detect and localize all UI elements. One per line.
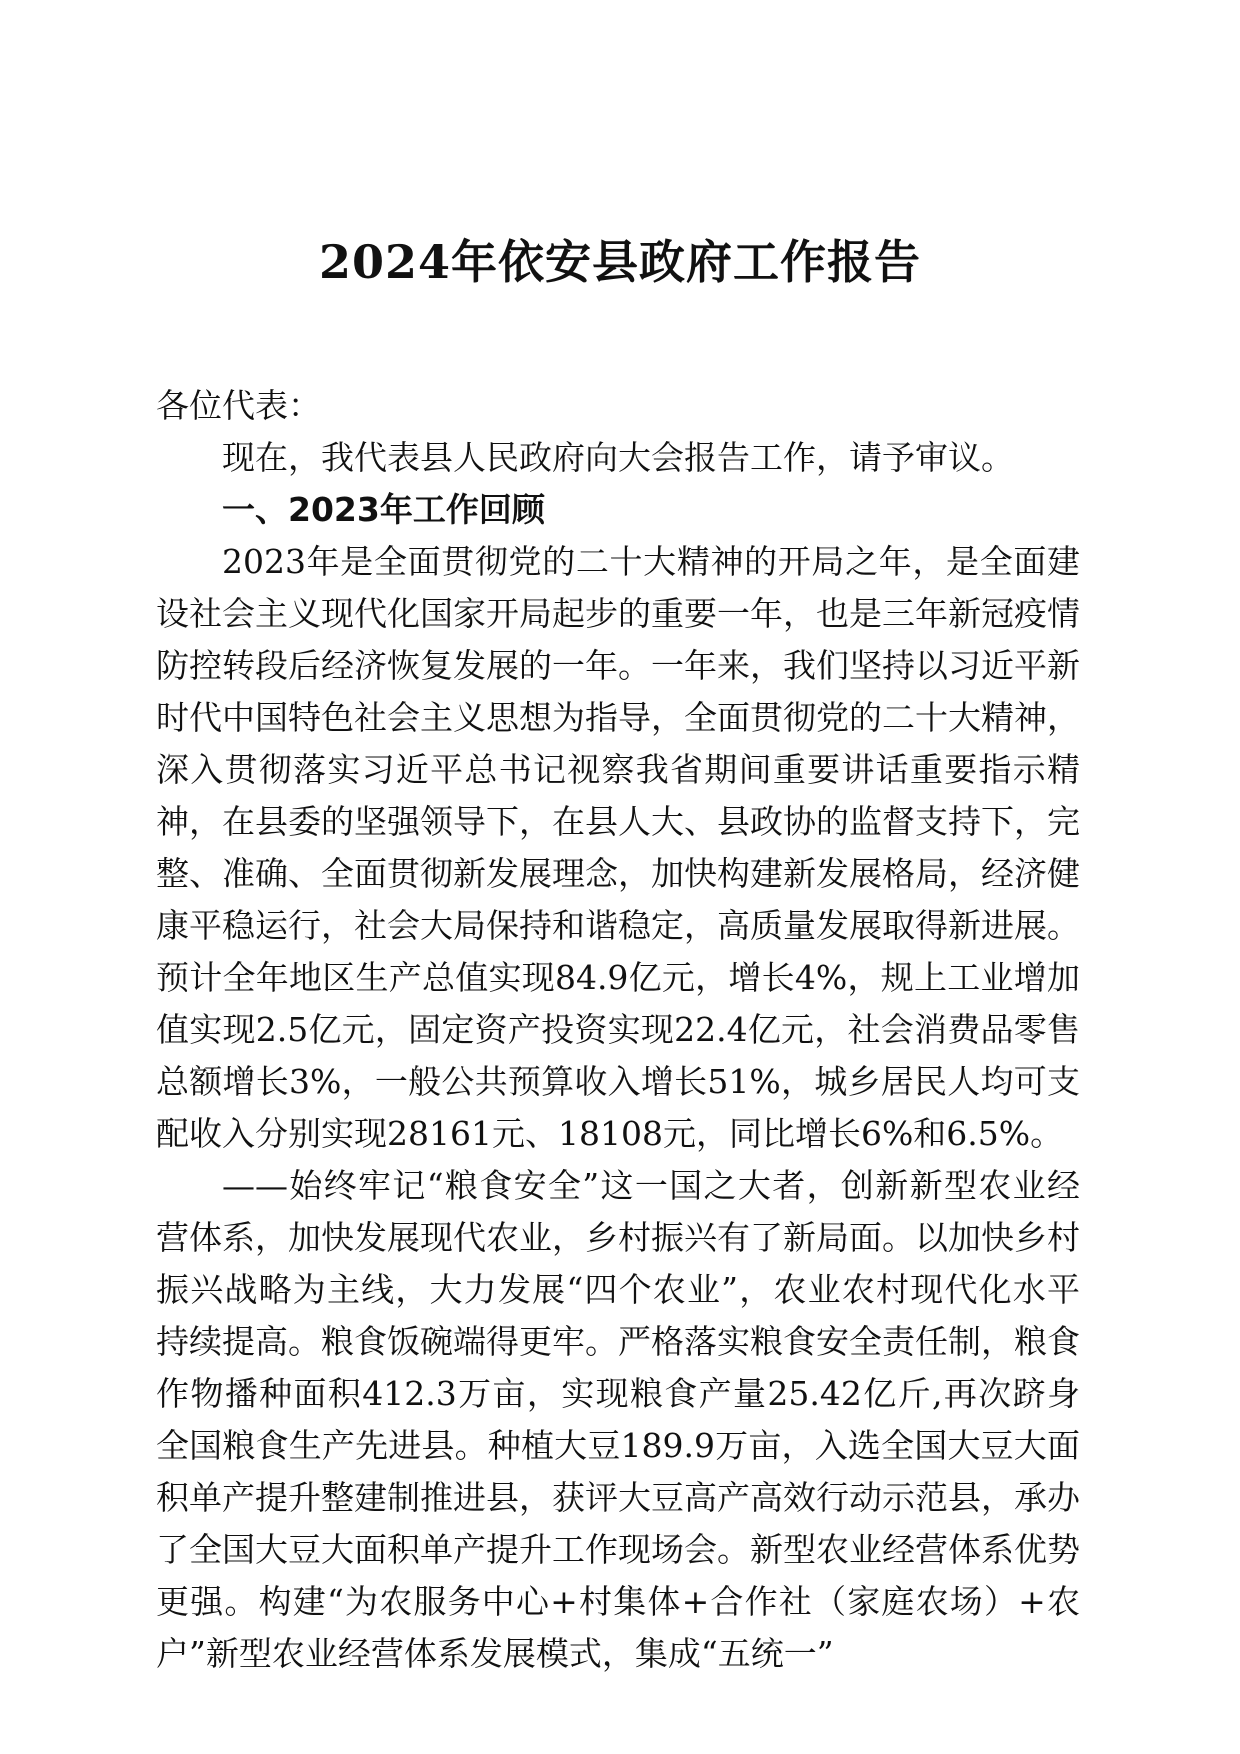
document-title: 2024年依安县政府工作报告: [318, 235, 922, 289]
intro-paragraph: 现在，我代表县人民政府向大会报告工作，请予审议。: [222, 438, 1014, 477]
body-paragraph: ——始终牢记“粮食安全”这一国之大者，创新新型农业经营体系，加快发展现代农业，乡村振兴有了新局面。以加快乡村振兴战略为主线，大力发展“四个农业”，农业农村现代化水平持续提高。粮食饭碗端得更牢。严格落实粮食安全责任制，粮食作物播种面积412.3万亩，实现粮食产量25.42亿斤,再次跻身全国粮食生产先进县。种植大豆189.9万亩，入选全国大豆大面积单产提升整建制推进县，获评大豆高产高效行动示范县，承办了全国大豆大面积单产提升工作现场会。新型农业经营体系优势更强。构建“为农服务中心+村集体+合作社（家庭农场）+农户”新型农业经营体系发展模式，集成“五统一”: [156, 1166, 1080, 1673]
section-heading: 一、2023年工作回顾: [222, 490, 545, 529]
salutation: 各位代表：: [156, 386, 321, 425]
document-body: [156, 380, 1080, 1680]
body-paragraph: 2023年是全面贯彻党的二十大精神的开局之年，是全面建设社会主义现代化国家开局起步的重要一年，也是三年新冠疫情防控转段后经济恢复发展的一年。一年来，我们坚持以习近平新时代中国特色社会主义思想为指导，全面贯彻党的二十大精神，深入贯彻落实习近平总书记视察我省期间重要讲话重要指示精神，在县委的坚强领导下，在县人大、县政协的监督支持下，完整、准确、全面贯彻新发展理念，加快构建新发展格局，经济健康平稳运行，社会大局保持和谐稳定，高质量发展取得新进展。预计全年地区生产总值实现84.9亿元，增长4%，规上工业增加值实现2.5亿元，固定资产投资实现22.4亿元，社会消费品零售总额增长3%，一般公共预算收入增长51%，城乡居民人均可支配收入分别实现28161元、18108元，同比增长6%和6.5%。: [156, 542, 1080, 1153]
